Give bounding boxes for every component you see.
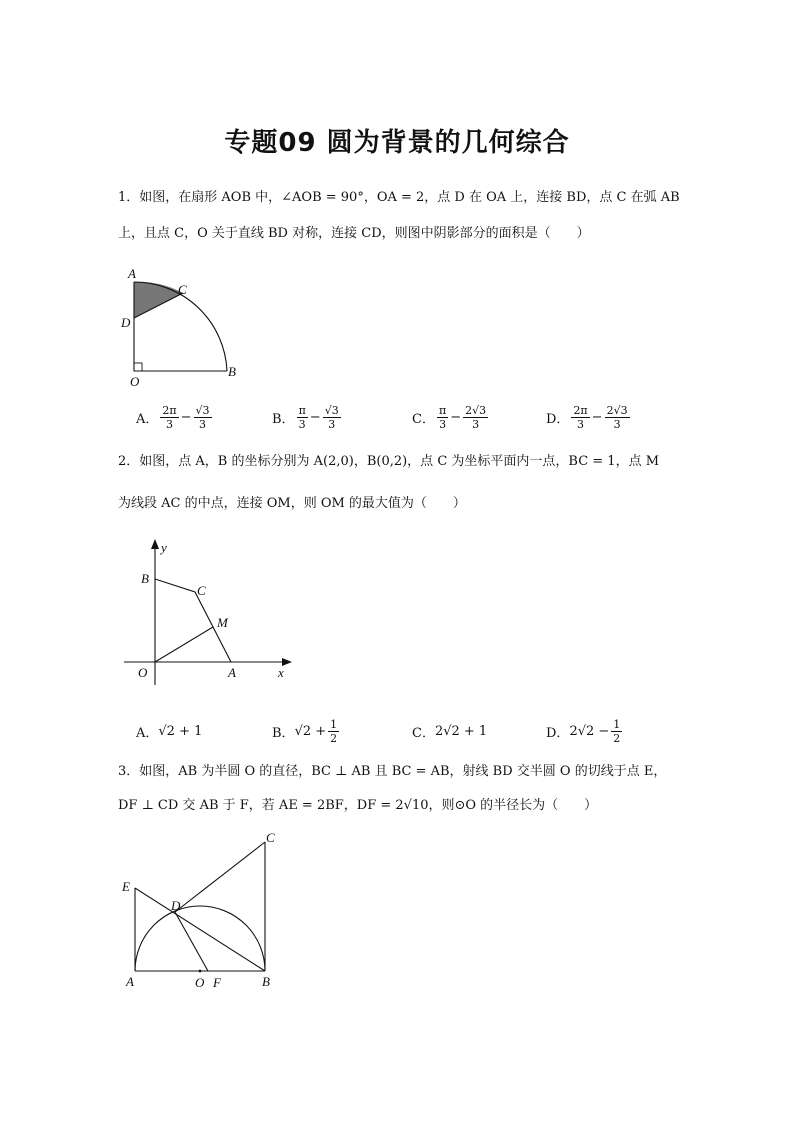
q1-label-o: O xyxy=(130,374,140,389)
option-letter: C． xyxy=(412,412,435,427)
option-letter: C． xyxy=(412,726,435,741)
q3-label-d: D xyxy=(171,898,181,913)
page-title: 专题09 圆为背景的几何综合 xyxy=(224,128,570,158)
q3-line2: DF ⊥ CD 交 AB 于 F，若 AE = 2BF，DF = 2√10，则⊙O 的半径长为（ ） xyxy=(118,798,598,813)
denominator: 3 xyxy=(613,418,621,431)
q3-segment-cd xyxy=(175,842,265,912)
denominator: 3 xyxy=(577,418,585,431)
q2-label-c: C xyxy=(197,583,206,598)
q2-label-o: O xyxy=(138,665,148,680)
q2-option-b[interactable] xyxy=(272,718,341,745)
q3-figure xyxy=(118,828,288,998)
option-letter: D． xyxy=(546,726,570,741)
q3-label-o: O xyxy=(195,975,205,990)
q3-segment-df xyxy=(175,912,208,971)
denominator: 3 xyxy=(328,418,336,431)
q3-line1: 3．如图，AB 为半圆 O 的直径，BC ⊥ AB 且 BC = AB，射线 BD 交半圆 O 的切线于点 E， xyxy=(118,764,667,779)
denominator: 3 xyxy=(199,418,207,431)
q2-label-y: y xyxy=(161,540,167,555)
q1-option-c[interactable] xyxy=(412,404,490,431)
denominator: 2 xyxy=(330,732,338,745)
q1-line2: 上，且点 C，O 关于直线 BD 对称，连接 CD，则图中阴影部分的面积是（ ） xyxy=(118,226,590,241)
q2-label-m: M xyxy=(217,615,228,630)
option-text: 2√2 + 1 xyxy=(434,724,488,739)
q1-option-d[interactable] xyxy=(546,404,632,431)
numerator: 2π xyxy=(162,404,177,417)
numerator: 2π xyxy=(573,404,588,417)
q3-label-a: A xyxy=(126,974,134,989)
option-letter: D． xyxy=(546,412,570,427)
numerator: √3 xyxy=(195,404,210,417)
q2-label-x: x xyxy=(278,665,284,680)
operator: − xyxy=(309,410,321,425)
operator: − xyxy=(180,410,192,425)
numerator: 2√3 xyxy=(465,404,487,417)
q3-label-e: E xyxy=(122,879,130,894)
numerator: 2√3 xyxy=(606,404,628,417)
q1-label-a: A xyxy=(128,266,136,281)
option-letter: B． xyxy=(272,726,295,741)
option-letter: A． xyxy=(136,412,159,427)
denominator: 3 xyxy=(298,418,306,431)
numerator: 1 xyxy=(330,718,338,731)
denominator: 2 xyxy=(613,732,621,745)
numerator: √3 xyxy=(324,404,339,417)
q1-figure xyxy=(112,262,252,392)
q3-semicircle xyxy=(135,906,265,971)
q2-line2: 为线段 AC 的中点，连接 OM，则 OM 的最大值为（ ） xyxy=(118,496,466,511)
q3-label-c: C xyxy=(266,830,275,845)
option-letter: A． xyxy=(136,726,159,741)
q2-segment-om xyxy=(155,627,213,662)
q1-option-a[interactable] xyxy=(136,404,214,431)
q2-option-d[interactable] xyxy=(546,718,624,745)
q1-right-angle xyxy=(134,363,142,371)
operator: − xyxy=(450,410,462,425)
option-text: √2 + xyxy=(294,724,327,739)
q2-option-a[interactable] xyxy=(136,722,202,741)
option-text: √2 + 1 xyxy=(158,724,203,739)
q1-label-c: C xyxy=(178,282,187,297)
q1-shaded-region xyxy=(134,282,183,318)
denominator: 3 xyxy=(439,418,447,431)
q2-label-a: A xyxy=(228,665,236,680)
operator: − xyxy=(591,410,603,425)
option-text: 2√2 − xyxy=(569,724,610,739)
option-letter: B． xyxy=(272,412,295,427)
q2-line1: 2．如图，点 A，B 的坐标分别为 A(2,0)，B(0,2)，点 C 为坐标平面内一点，BC = 1，点 M xyxy=(118,454,660,469)
q2-figure xyxy=(118,535,298,685)
numerator: 1 xyxy=(613,718,621,731)
numerator: π xyxy=(298,404,306,417)
q3-segment-eb xyxy=(135,888,265,971)
q1-option-b[interactable] xyxy=(272,404,343,431)
numerator: π xyxy=(438,404,447,417)
q3-label-f: F xyxy=(213,975,221,990)
q1-label-b: B xyxy=(228,364,236,379)
q1-label-d: D xyxy=(121,315,131,330)
q2-option-c[interactable] xyxy=(412,722,487,741)
q2-label-b: B xyxy=(141,571,149,586)
q1-line1: 1．如图，在扇形 AOB 中，∠AOB = 90°，OA = 2，点 D 在 OA 上，连接 BD，点 C 在弧 AB xyxy=(118,190,680,205)
denominator: 3 xyxy=(472,418,480,431)
q3-label-b: B xyxy=(262,974,270,989)
denominator: 3 xyxy=(166,418,173,431)
q3-center-point xyxy=(199,970,202,973)
